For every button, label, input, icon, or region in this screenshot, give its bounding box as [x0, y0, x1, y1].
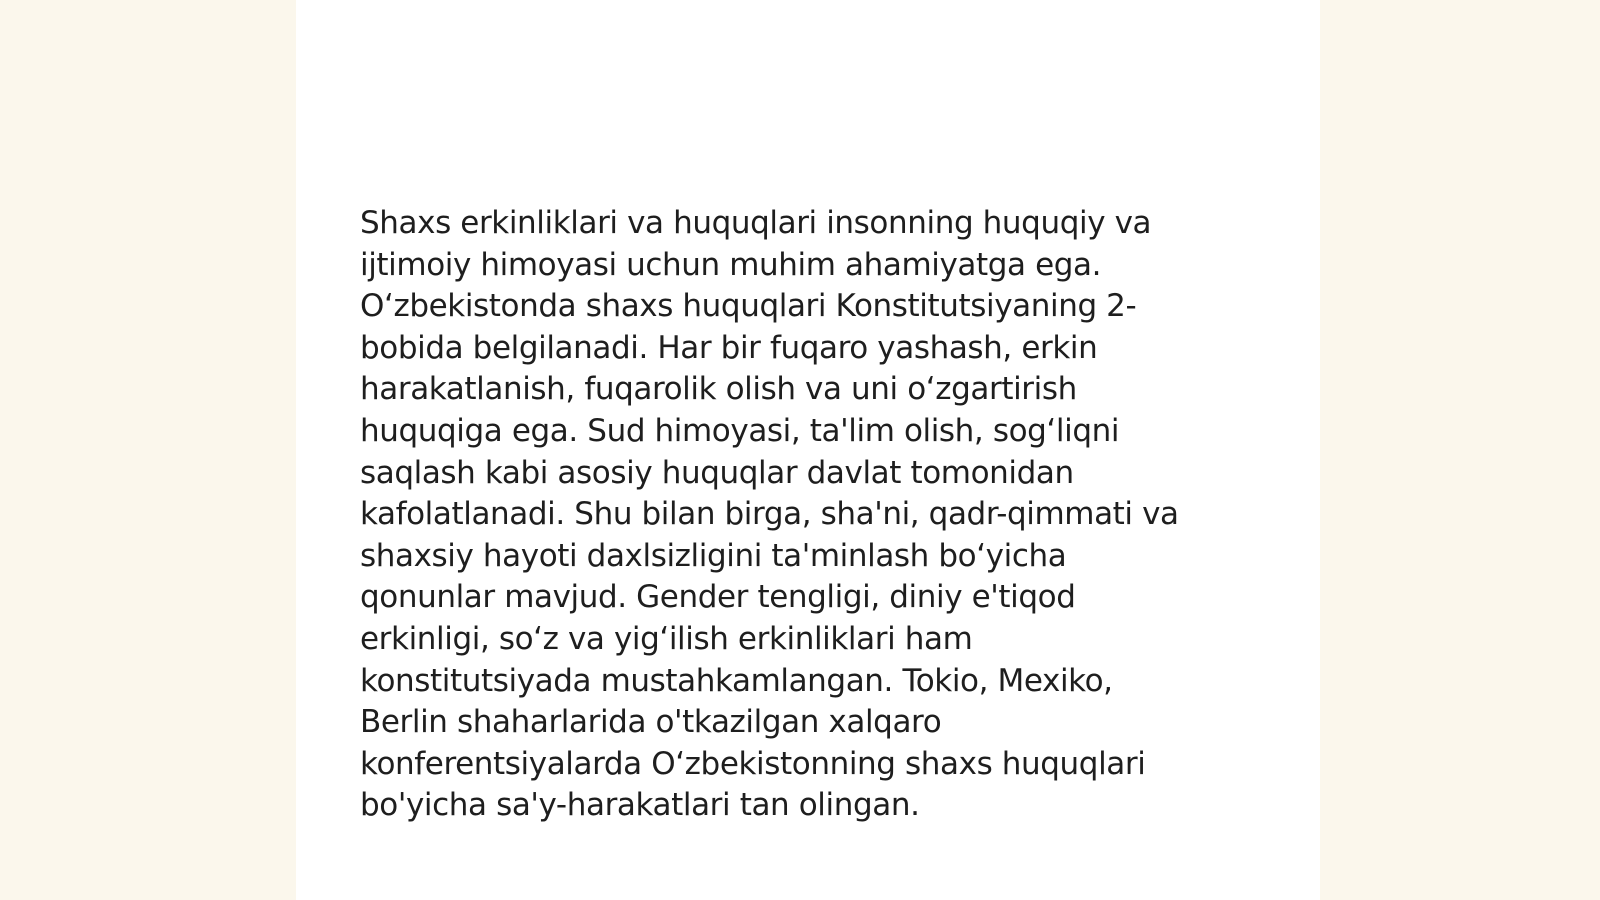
- paragraph-line: shaxsiy hayoti daxlsizligini ta'minlash bo‘yicha: [360, 537, 1067, 574]
- paragraph-line: konferentsiyalarda O‘zbekistonning shaxs huquqlari: [360, 745, 1146, 782]
- paragraph-line: O‘zbekistonda shaxs huquqlari Konstitutsiyaning 2-: [360, 288, 1137, 325]
- body-paragraph: [360, 203, 1250, 827]
- paragraph-line: harakatlanish, fuqarolik olish va uni o‘zgartirish: [360, 371, 1077, 408]
- paragraph-line: kafolatlanadi. Shu bilan birga, sha'ni, qadr-qimmati va: [360, 496, 1179, 533]
- paragraph-line: huquqiga ega. Sud himoyasi, ta'lim olish, sog‘liqni: [360, 412, 1120, 449]
- paragraph-line: bobida belgilanadi. Har bir fuqaro yashash, erkin: [360, 329, 1098, 366]
- paragraph-line: Shaxs erkinliklari va huquqlari insonning huquqiy va: [360, 205, 1152, 241]
- paragraph-line: saqlash kabi asosiy huquqlar davlat tomonidan: [360, 454, 1074, 491]
- paragraph-line: qonunlar mavjud. Gender tengligi, diniy e'tiqod: [360, 579, 1076, 616]
- paragraph-line: erkinligi, so‘z va yig‘ilish erkinliklari ham: [360, 620, 973, 657]
- paragraph-line: bo'yicha sa'y-harakatlari tan olingan.: [360, 787, 920, 824]
- paragraph-line: Berlin shaharlarida o'tkazilgan xalqaro: [360, 704, 942, 741]
- paragraph-line: konstitutsiyada mustahkamlangan. Tokio, Mexiko,: [360, 662, 1113, 699]
- slide-page: [296, 0, 1320, 900]
- paragraph-line: ijtimoiy himoyasi uchun muhim ahamiyatga ega.: [360, 246, 1102, 283]
